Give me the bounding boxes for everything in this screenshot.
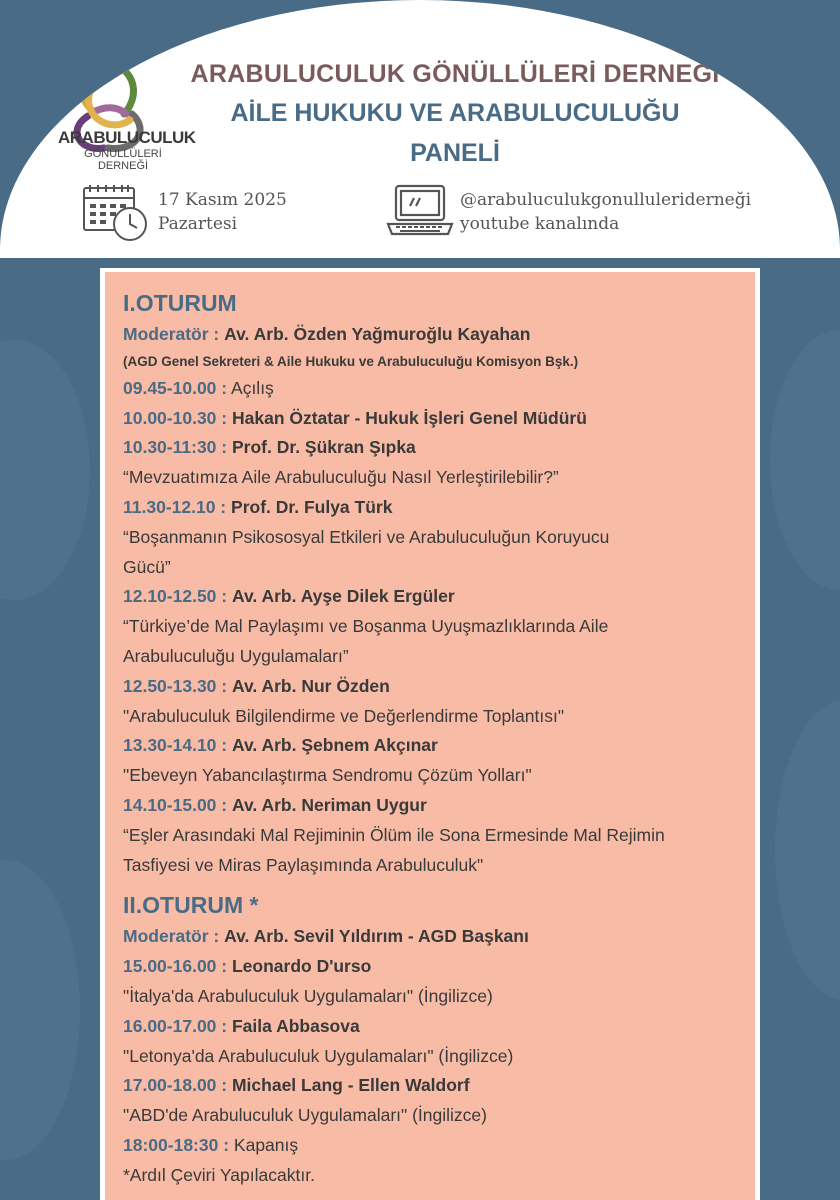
channel-handle: @arabuluculukgonulluleriderneği: [460, 190, 752, 210]
item-time: 17.00-18.00 :: [123, 1075, 228, 1096]
item-speaker: Hakan Öztatar - Hukuk İşleri Genel Müdürü: [231, 407, 587, 428]
item-speaker: Michael Lang - Ellen Waldorf: [231, 1075, 470, 1096]
schedule-item: [123, 672, 741, 702]
item-time: 09.45-10.00 :: [123, 377, 228, 398]
background-circle: [0, 340, 90, 600]
moderator-label: Moderatör :: [123, 926, 220, 947]
item-speaker: Faila Abbasova: [231, 1015, 360, 1036]
panel-title-line2: PANELİ: [410, 139, 500, 167]
logo-name: ARABULUCULUK: [58, 128, 196, 147]
session-2-moderator: [123, 922, 741, 952]
item-time: 10.00-10.30 :: [123, 407, 228, 428]
schedule-item: [123, 493, 741, 523]
schedule-item: [123, 1131, 741, 1161]
schedule-item: [123, 433, 741, 463]
header-banner: [0, 0, 840, 258]
item-text: Açılış: [231, 377, 274, 398]
item-talk-title: “Mevzuatımıza Aile Arabuluculuğu Nasıl Yerleştirilebilir?”: [123, 467, 559, 488]
schedule-item: [123, 731, 741, 761]
event-day-text: Pazartesi: [158, 214, 238, 234]
item-time: 16.00-17.00 :: [123, 1015, 228, 1036]
item-speaker: Av. Arb. Şebnem Akçınar: [231, 735, 438, 756]
logo-subtitle: GÖNÜLLÜLERİ DERNEĞİ: [84, 148, 162, 172]
program-card: [100, 268, 760, 1200]
moderator-name: Av. Arb. Sevil Yıldırım - AGD Başkanı: [224, 926, 529, 947]
laptop-icon: [386, 184, 454, 238]
schedule-item: [123, 952, 741, 982]
schedule-item: [123, 582, 741, 612]
item-talk-title: "Arabuluculuk Bilgilendirme ve Değerlendirme Toplantısı": [123, 705, 565, 726]
event-date: [158, 188, 287, 236]
item-talk-title: “Eşler Arasındaki Mal Rejiminin Ölüm ile Sona Ermesinde Mal Rejimin Tasfiyesi ve Miras Paylaşımında Arabuluculuk": [123, 824, 665, 875]
item-time: 15.00-16.00 :: [123, 956, 228, 977]
session-1-moderator: [123, 320, 741, 350]
background-circle: [0, 860, 80, 1160]
item-time: 12.10-12.50 :: [123, 586, 228, 607]
item-talk-title: “Boşanmanın Psikososyal Etkileri ve Arabuluculuğun Koruyucu Gücü”: [123, 526, 610, 577]
item-talk-title: “Türkiye’de Mal Paylaşımı ve Boşanma Uyuşmazlıklarında Aile Arabuluculuğu Uygulamaları”: [123, 616, 609, 666]
organization-title: ARABULUCULUK GÖNÜLLÜLERİ DERNEĞİ: [190, 60, 720, 88]
channel-text: youtube kanalında: [460, 214, 620, 234]
item-time: 11.30-12.10 :: [123, 496, 227, 517]
broadcast-info: [460, 188, 751, 236]
schedule-item: [123, 374, 741, 404]
program-card-content: [105, 272, 755, 1200]
item-time: 13.30-14.10 :: [123, 735, 228, 756]
item-time: 14.10-15.00 :: [123, 794, 228, 815]
footnote: *Ardıl Çeviri Yapılacaktır.: [123, 1164, 315, 1185]
item-text: Kapanış: [233, 1134, 299, 1155]
background-circle: [770, 330, 840, 590]
item-speaker: Prof. Dr. Fulya Türk: [231, 496, 393, 517]
item-time: 18:00-18:30 :: [123, 1134, 230, 1155]
schedule-item: [123, 1012, 741, 1042]
session-1-title: I.OTURUM: [123, 290, 237, 316]
item-speaker: Av. Arb. Neriman Uygur: [231, 794, 427, 815]
schedule-item: [123, 791, 741, 821]
moderator-note: (AGD Genel Sekreteri & Aile Hukuku ve Arabuluculuğu Komisyon Bşk.): [123, 353, 579, 369]
item-time: 10.30-11:30 :: [123, 437, 228, 458]
calendar-clock-icon: [82, 184, 150, 242]
session-2-title: II.OTURUM *: [123, 892, 259, 919]
moderator-label: Moderatör :: [123, 324, 220, 344]
item-talk-title: "Ebeveyn Yabancılaştırma Sendromu Çözüm Yolları": [123, 765, 532, 786]
background-circle: [775, 700, 840, 1000]
item-speaker: Av. Arb. Nur Özden: [231, 675, 390, 696]
item-speaker: Av. Arb. Ayşe Dilek Ergüler: [231, 586, 455, 607]
moderator-name: Av. Arb. Özden Yağmuroğlu Kayahan: [224, 324, 531, 344]
item-talk-title: "Letonya'da Arabuluculuk Uygulamaları" (İngilizce): [123, 1045, 514, 1066]
schedule-item: [123, 404, 741, 434]
item-speaker: Leonardo D'urso: [231, 956, 372, 977]
item-talk-title: "ABD'de Arabuluculuk Uygulamaları" (İngilizce): [123, 1105, 487, 1126]
item-time: 12.50-13.30 :: [123, 675, 228, 696]
item-speaker: Prof. Dr. Şükran Şıpka: [231, 437, 416, 458]
schedule-item: [123, 1071, 741, 1101]
item-talk-title: "İtalya'da Arabuluculuk Uygulamaları" (İngilizce): [123, 985, 493, 1006]
panel-title-line1: AİLE HUKUKU VE ARABULUCULUĞU: [230, 99, 680, 127]
event-date-text: 17 Kasım 2025: [158, 190, 287, 210]
